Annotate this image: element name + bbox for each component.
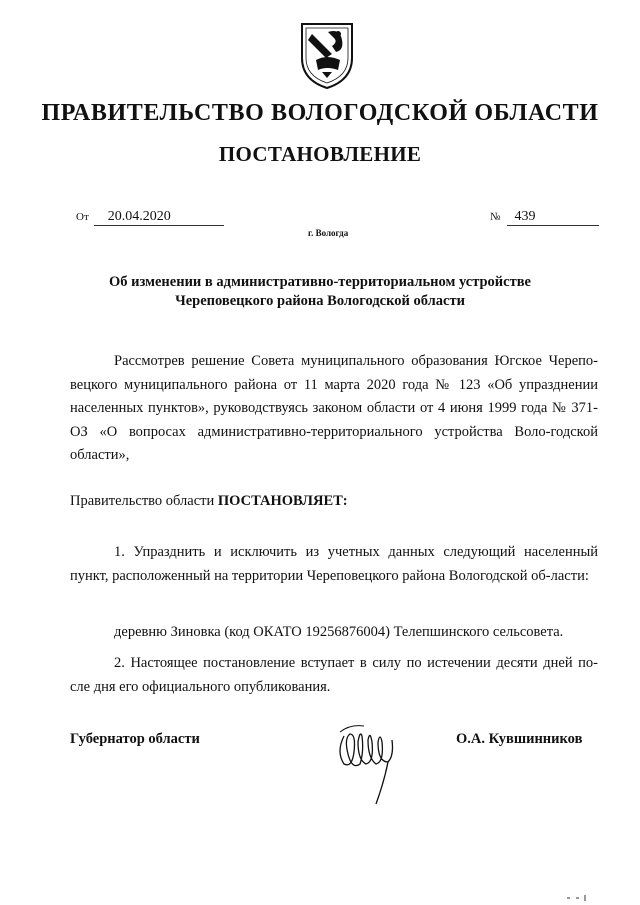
- number-value: 439: [507, 209, 599, 226]
- number-field: [490, 208, 599, 226]
- date-label: От: [76, 211, 89, 223]
- resolves-prefix: Правительство области: [70, 493, 218, 509]
- number-label: №: [490, 211, 501, 223]
- city-label: г. Вологда: [308, 228, 349, 238]
- resolves-keyword: ПОСТАНОВЛЯЕТ:: [217, 493, 348, 509]
- margin-mark: [567, 895, 589, 901]
- item-1-paragraph: 1. Упразднить и исключить из учетных данных следующий населенный пункт, расположенный на территории Череповецкого района Вологодской об-ласти:: [70, 544, 598, 584]
- item-1-detail: деревню Зиновка (код ОКАТО 19256876004) Телепшинского сельсовета.: [114, 624, 564, 640]
- handwritten-signature-icon: [330, 712, 410, 808]
- document-subject: [0, 273, 640, 311]
- date-value: 20.04.2020: [94, 209, 224, 226]
- governor-name: О.А. Кувшинников: [456, 731, 583, 747]
- preamble-paragraph: Рассмотрев решение Совета муниципального образования Югское Черепо-вецкого муниципального района от 11 марта 2020 года № 123 «Об упразднении населенных пунктов», руководствуясь законом области от 4 июня 1999 года № 371-ОЗ «О вопросах административно-территориального устройства Воло-годской области»,: [70, 353, 598, 463]
- resolves-paragraph: [70, 490, 598, 514]
- document-type: ПОСТАНОВЛЕНИЕ: [218, 142, 422, 166]
- government-title: ПРАВИТЕЛЬСТВО ВОЛОГОДСКОЙ ОБЛАСТИ: [41, 100, 599, 126]
- date-field: [76, 208, 224, 226]
- item-2-paragraph: 2. Настоящее постановление вступает в силу по истечении десяти дней по-сле дня его официального опубликования.: [70, 655, 598, 695]
- subject-line-1: Об изменении в административно-территориальном устройстве: [108, 274, 531, 290]
- governor-position: Губернатор области: [70, 731, 200, 747]
- subject-line-2: Череповецкого района Вологодской области: [175, 293, 465, 309]
- vologda-coat-of-arms-icon: [298, 18, 356, 90]
